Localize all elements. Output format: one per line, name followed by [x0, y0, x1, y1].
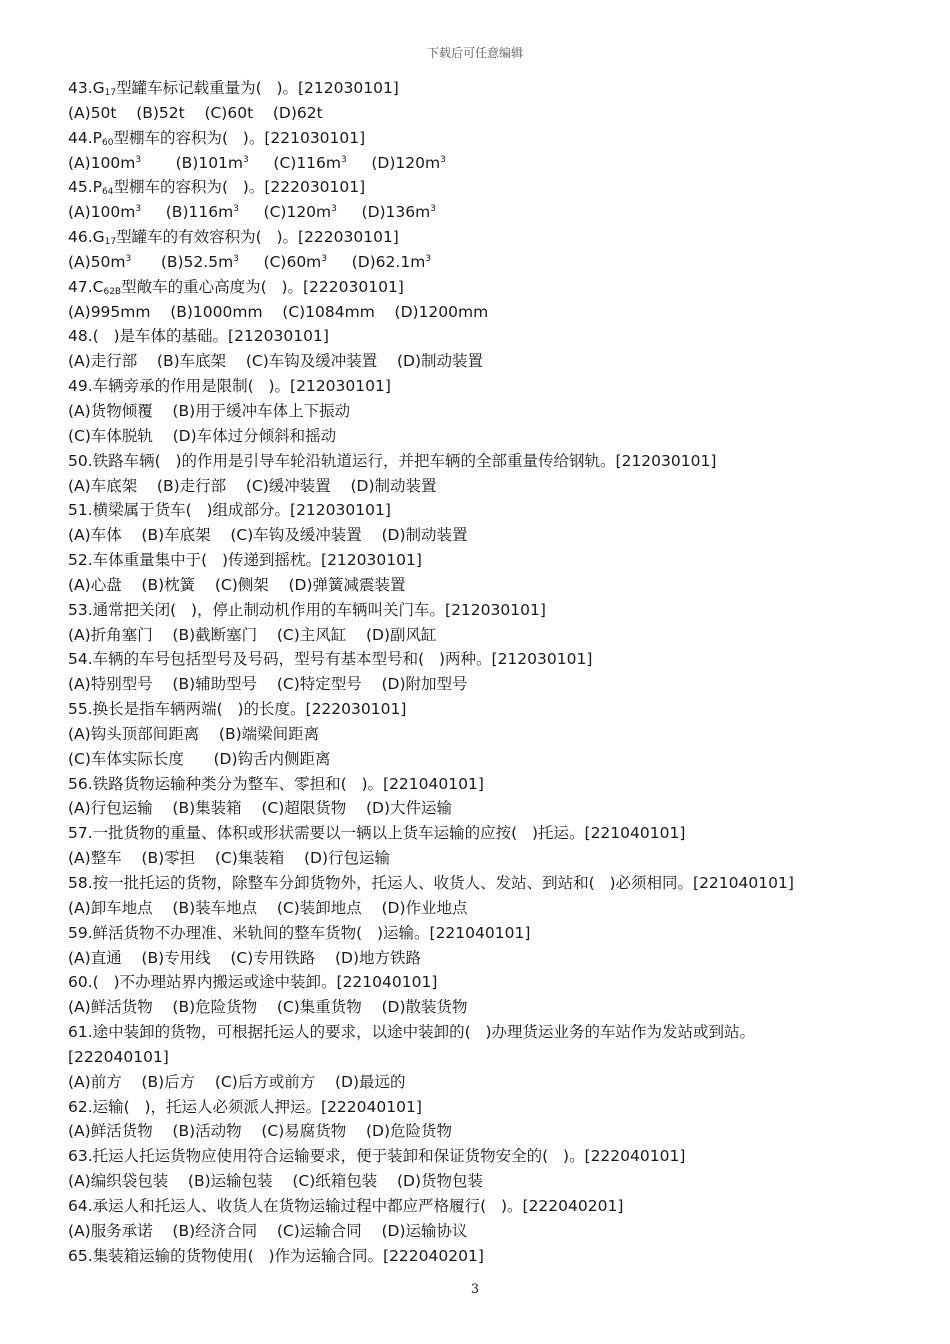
question-stem: 58.按一批托运的货物，除整车分卸货物外，托运人、收货人、发站、到站和( )必须相同。[221040101] [68, 874, 794, 892]
answer-options: $(A)100m^3$ $(B)116m^3$ $(C)120m^3$ $(D)136m^3$ [68, 203, 436, 222]
question-stem: 53.通常把关闭( )，停止制动机作用的车辆叫关门车。[212030101] [68, 600, 546, 619]
answer-options: (A)直通 (B)专用线 (C)专用铁路 (D)地方铁路 [68, 948, 421, 967]
answer-options: $(A)100m^3$ $(B)101m^3$ $(C)116m^3$ $(D)120m^3$ [68, 153, 446, 172]
question-stem: $44.P_{60}$型棚车的容积为( )。[221030101] [68, 128, 366, 148]
question-stem: 63.托运人托运货物应使用符合运输要求，便于装卸和保证货物安全的( )。[222040101] [68, 1147, 686, 1166]
question-stem: 54.车辆的车号包括型号及号码，型号有基本型号和( )两种。[212030101] [68, 650, 593, 669]
answer-options: (C)车体脱轨 (D)车体过分倾斜和摇动 [68, 426, 337, 445]
question-stem: 48.( )是车体的基础。[212030101] [68, 327, 329, 346]
question-stem: $46.G_{17}$型罐车的有效容积为( )。[222030101] [68, 228, 399, 248]
question-stem: 56.铁路货物运输种类分为整车、零担和( )。[221040101] [68, 774, 484, 793]
page-header: 下载后可任意编辑 [426, 46, 523, 60]
answer-options: (A)编织袋包装 (B)运输包装 (C)纸箱包装 (D)货物包装 [68, 1172, 483, 1191]
answer-options: (A)995mm (B)1000mm (C)1084mm (D)1200mm [68, 302, 489, 321]
answer-options: (A)鲜活货物 (B)活动物 (C)易腐货物 (D)危险货物 [68, 1122, 452, 1141]
answer-options: (A)走行部 (B)车底架 (C)车钩及缓冲装置 (D)制动装置 [68, 352, 483, 371]
answer-options: (A)折角塞门 (B)截断塞门 (C)主风缸 (D)副风缸 [68, 625, 437, 644]
answer-options: (A)钩头顶部间距离 (B)端梁间距离 [68, 724, 320, 743]
question-stem: 65.集装箱运输的货物使用( )作为运输合同。[222040201] [68, 1246, 484, 1265]
answer-options: (A)车体 (B)车底架 (C)车钩及缓冲装置 (D)制动装置 [68, 526, 468, 545]
question-stem: 62.运输( )，托运人必须派人押运。[222040101] [68, 1097, 422, 1116]
question-list [68, 76, 868, 1269]
answer-options: (A)货物倾覆 (B)用于缓冲车体上下振动 [68, 401, 351, 420]
question-stem: 52.车体重量集中于( )传递到摇枕。[212030101] [68, 551, 422, 570]
answer-options: (A)行包运输 (B)集装箱 (C)超限货物 (D)大件运输 [68, 799, 452, 818]
answer-options: (A)车底架 (B)走行部 (C)缓冲装置 (D)制动装置 [68, 476, 437, 495]
question-stem: 59.鲜活货物不办理准、米轨间的整车货物( )运输。[221040101] [68, 923, 531, 942]
answer-options: (A)卸车地点 (B)装车地点 (C)装卸地点 (D)作业地点 [68, 898, 468, 917]
question-stem: 50.铁路车辆( )的作用是引导车轮沿轨道运行，并把车辆的全部重量传给钢轨。[212030101] [68, 451, 717, 470]
answer-options: $(A)50m^3$ $(B)52.5m^3$ $(C)60m^3$ $(D)62.1m^3$ [68, 252, 432, 271]
answer-options: (A)鲜活货物 (B)危险货物 (C)集重货物 (D)散装货物 [68, 998, 468, 1017]
question-stem: $47.C_{62B}$型敞车的重心高度为( )。[222030101] [68, 277, 404, 297]
answer-options: (A)前方 (B)后方 (C)后方或前方 (D)最远的 [68, 1072, 406, 1091]
question-stem: 51.横梁属于货车( )组成部分。[212030101] [68, 501, 391, 520]
question-stem: 61.途中装卸的货物，可根据托运人的要求，以途中装卸的( )办理货运业务的车站作为发站或到站。 [68, 1023, 756, 1042]
question-stem: $45.P_{64}$型棚车的容积为( )。[222030101] [68, 178, 366, 198]
question-stem: 60.( )不办理站界内搬运或途中装卸。[221040101] [68, 973, 438, 992]
question-stem: 55.换长是指车辆两端( )的长度。[222030101] [68, 700, 407, 719]
answer-options: (A)心盘 (B)枕簧 (C)侧架 (D)弹簧减震装置 [68, 575, 406, 594]
answer-options: (A)整车 (B)零担 (C)集装箱 (D)行包运输 [68, 849, 390, 868]
answer-options: [222040101] [68, 1047, 169, 1066]
answer-options: (A)50t (B)52t (C)60t (D)62t [68, 103, 323, 122]
answer-options: (A)服务承诺 (B)经济合同 (C)运输合同 (D)运输协议 [68, 1221, 468, 1240]
answer-options: (C)车体实际长度 (D)钩舌内侧距离 [68, 749, 331, 768]
question-stem: 64.承运人和托运人、收货人在货物运输过程中都应严格履行( )。[222040201] [68, 1196, 624, 1215]
question-stem: $43.G_{17}$型罐车标记载重量为( )。[212030101] [68, 79, 399, 98]
page-number: 3 [470, 1282, 480, 1297]
question-stem: 57.一批货物的重量、体积或形状需要以一辆以上货车运输的应按( )托运。[221040101] [68, 824, 686, 843]
question-stem: 49.车辆旁承的作用是限制( )。[212030101] [68, 377, 391, 396]
answer-options: (A)特别型号 (B)辅助型号 (C)特定型号 (D)附加型号 [68, 675, 468, 694]
